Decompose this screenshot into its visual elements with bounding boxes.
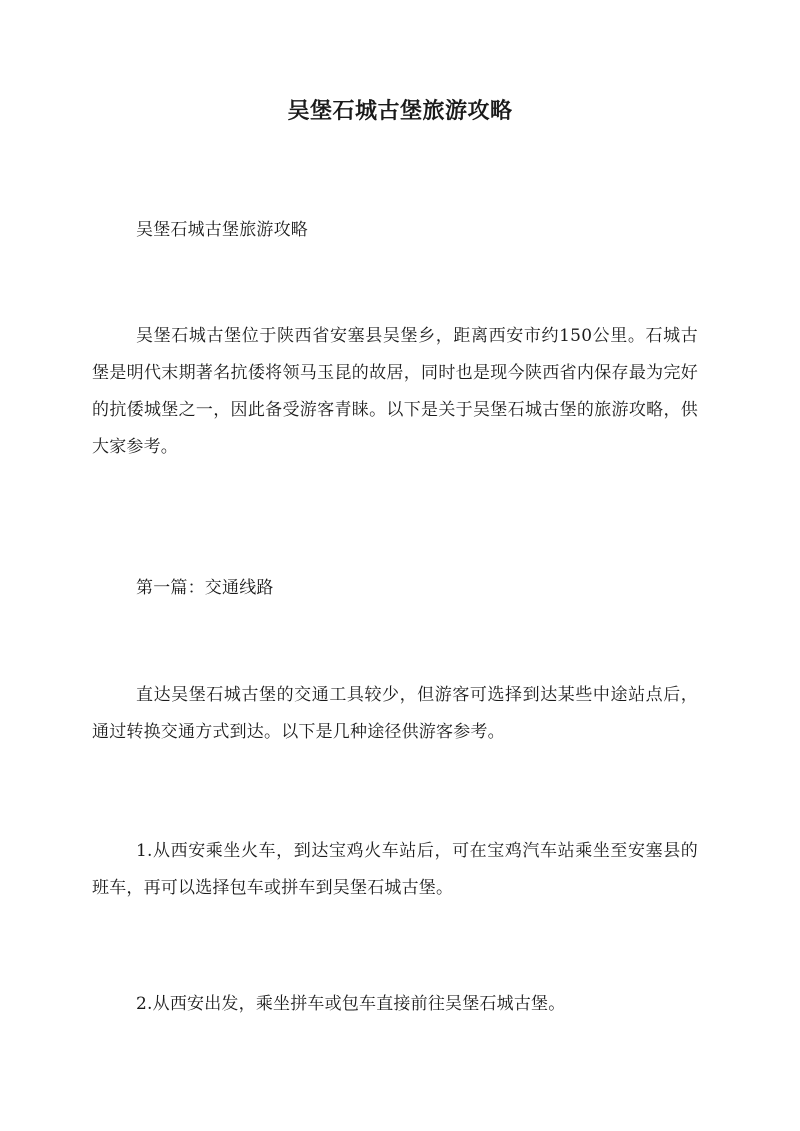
- transport-intro-paragraph: 直达吴堡石城古堡的交通工具较少，但游客可选择到达某些中途站点后，通过转换交通方式到达。以下是几种途径供游客参考。: [92, 685, 698, 742]
- route-item-1: 1.从西安乘坐火车，到达宝鸡火车站后，可在宝鸡汽车站乘坐至安塞县的班车，再可以选择包车或拼车到吴堡石城古堡。: [92, 841, 698, 898]
- document-title: 吴堡石城古堡旅游攻略: [287, 98, 513, 124]
- subtitle-paragraph: 吴堡石城古堡旅游攻略: [136, 220, 308, 240]
- section-heading: 第一篇：交通线路: [136, 578, 274, 598]
- intro-paragraph: 吴堡石城古堡位于陕西省安塞县吴堡乡，距离西安市约150公里。石城古堡是明代末期著名抗倭将领马玉昆的故居，同时也是现今陕西省内保存最为完好的抗倭城堡之一，因此备受游客青睐。以下是关于吴堡石城古堡的旅游攻略，供大家参考。: [92, 326, 698, 457]
- route-item-2: 2.从西安出发，乘坐拼车或包车直接前往吴堡石城古堡。: [136, 994, 566, 1014]
